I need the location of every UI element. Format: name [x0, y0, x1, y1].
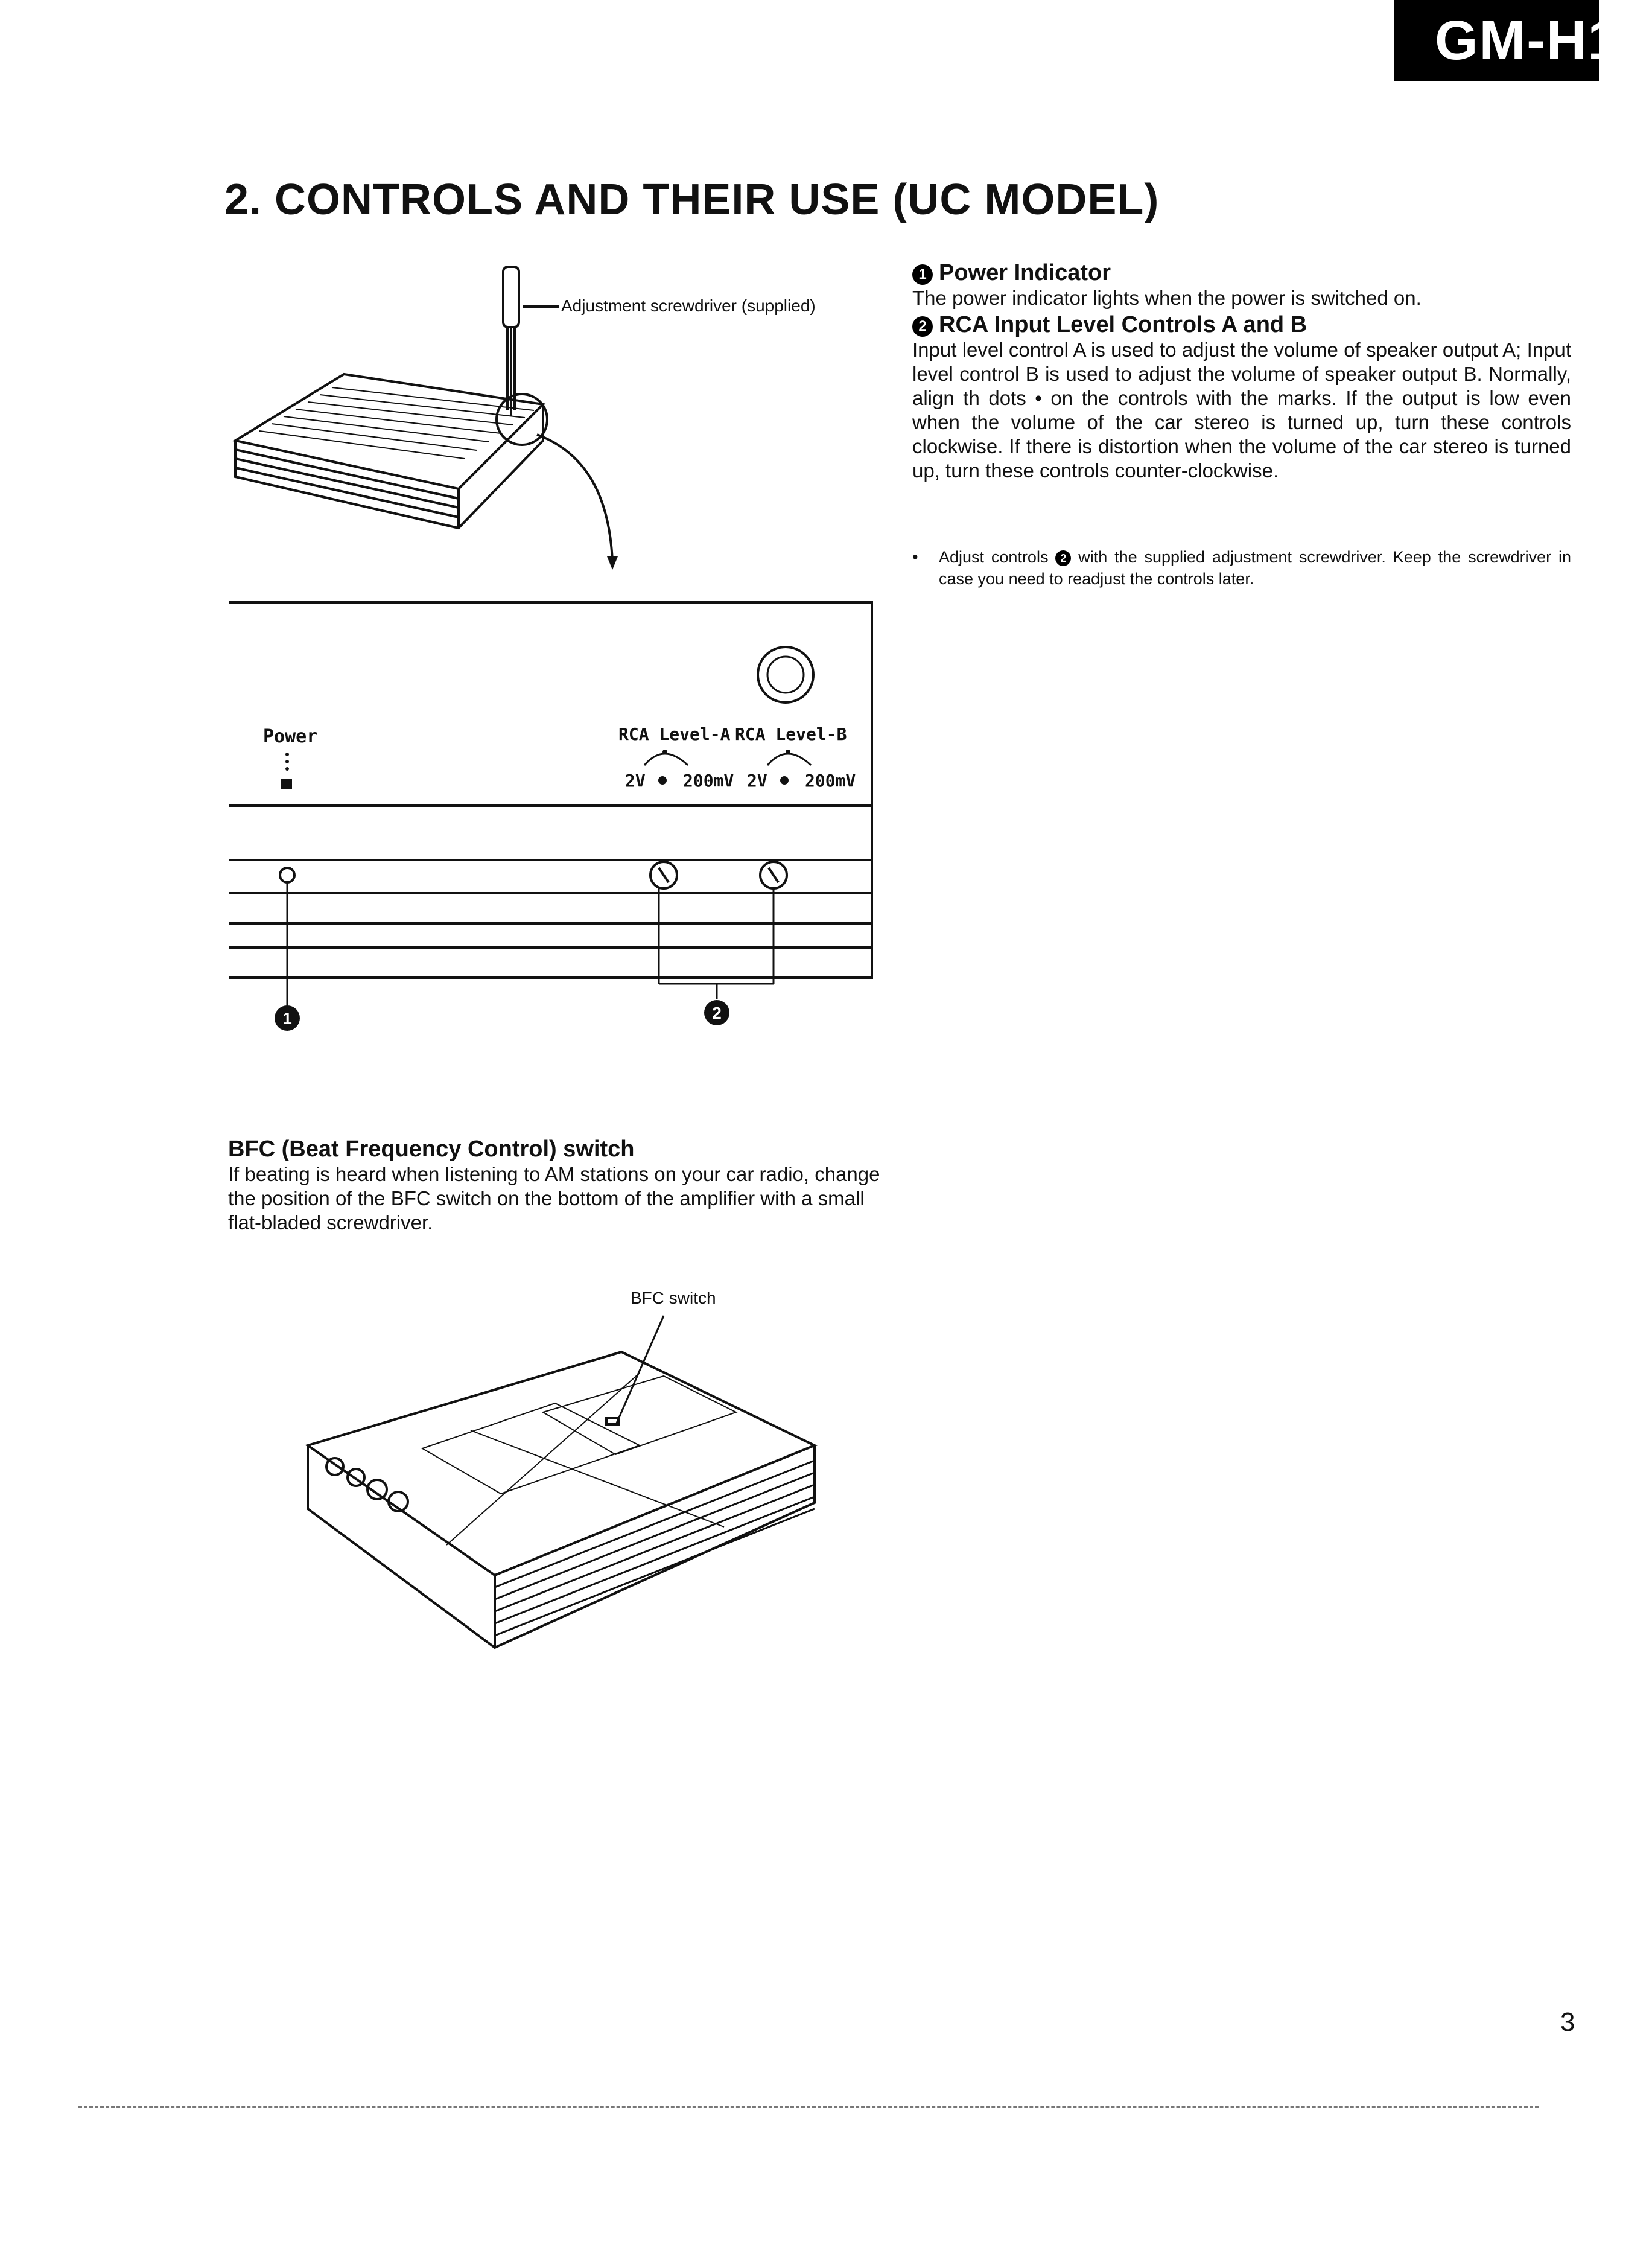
level-b-arc-icon — [767, 754, 811, 765]
front-panel-diagram — [229, 597, 881, 1044]
number-2-badge: 2 — [912, 316, 933, 337]
controls-description — [912, 260, 1571, 483]
number-1-badge: 1 — [912, 264, 933, 285]
amplifier-underside-illustration — [308, 1352, 815, 1648]
bullet-mark: • — [912, 548, 918, 566]
bfc-switch-label: BFC switch — [631, 1289, 716, 1307]
power-indicator-text: The power indicator lights when the power is switched on. — [912, 287, 1422, 309]
number-2-inline-badge: 2 — [1055, 550, 1071, 566]
bfc-section — [228, 1136, 892, 1235]
page-number: 3 — [1560, 2007, 1575, 2037]
level-b-knob[interactable] — [760, 862, 787, 888]
rca-controls-text: Input level control A is used to adjust the volume of speaker output A; Input level control B is used to adjust the volume of speaker output B. Normally, align th dots • on the controls with the marks. If the output is low even when the volume of the car stereo is turned up, turn these controls clockwise. If there is distortion when the volume of the car stereo is turned up, turn these controls counter-clockwise. — [912, 339, 1571, 482]
footer-rule — [78, 2106, 1539, 2108]
level-a-max-label: 200mV — [683, 771, 734, 791]
screwdriver-label: Adjustment screwdriver (supplied) — [561, 296, 816, 315]
power-indicator-title: Power Indicator — [939, 260, 1111, 285]
power-label: Power — [263, 726, 318, 747]
power-led-icon — [280, 868, 294, 882]
page-title: 2. CONTROLS AND THEIR USE (UC MODEL) — [224, 176, 1160, 224]
level-b-min-label: 2V — [747, 771, 767, 791]
bfc-heading: BFC (Beat Frequency Control) switch — [228, 1136, 635, 1162]
screwdriver-note — [912, 546, 1571, 590]
amplifier-top-figure — [223, 260, 911, 585]
level-b-max-label: 200mV — [805, 771, 856, 791]
level-a-arc-icon — [644, 754, 688, 765]
arrow-down-icon — [607, 556, 618, 570]
bfc-text: If beating is heard when listening to AM stations on your car radio, change the position of the BFC switch on the bottom of the amplifier with a small flat-bladed screwdriver. — [228, 1163, 880, 1234]
power-indicator-heading — [912, 260, 1571, 286]
callout-1-number: 1 — [282, 1009, 292, 1028]
bfc-figure — [302, 1286, 833, 1672]
callout-2-number: 2 — [712, 1004, 722, 1022]
rca-level-a-label: RCA Level-A — [618, 724, 731, 744]
model-tab: GM-H12 — [1394, 0, 1599, 81]
note-text-before: Adjust controls — [939, 548, 1049, 566]
level-a-min-label: 2V — [625, 771, 646, 791]
rca-controls-heading — [912, 311, 1571, 338]
rca-level-b-label: RCA Level-B — [735, 724, 847, 744]
level-b-dot-icon — [780, 776, 789, 785]
level-a-knob[interactable] — [650, 862, 677, 888]
rca-jack-icon — [758, 647, 813, 702]
screwdriver-illustration — [503, 267, 559, 416]
note-text-after: with the supplied adjustment screwdriver. Keep the screwdriver in case you need to readjust the controls later. — [939, 548, 1571, 588]
amplifier-illustration — [235, 374, 612, 561]
power-indicator-icon — [281, 753, 292, 789]
rca-controls-title: RCA Input Level Controls A and B — [939, 312, 1307, 337]
level-a-dot-icon — [658, 776, 667, 785]
